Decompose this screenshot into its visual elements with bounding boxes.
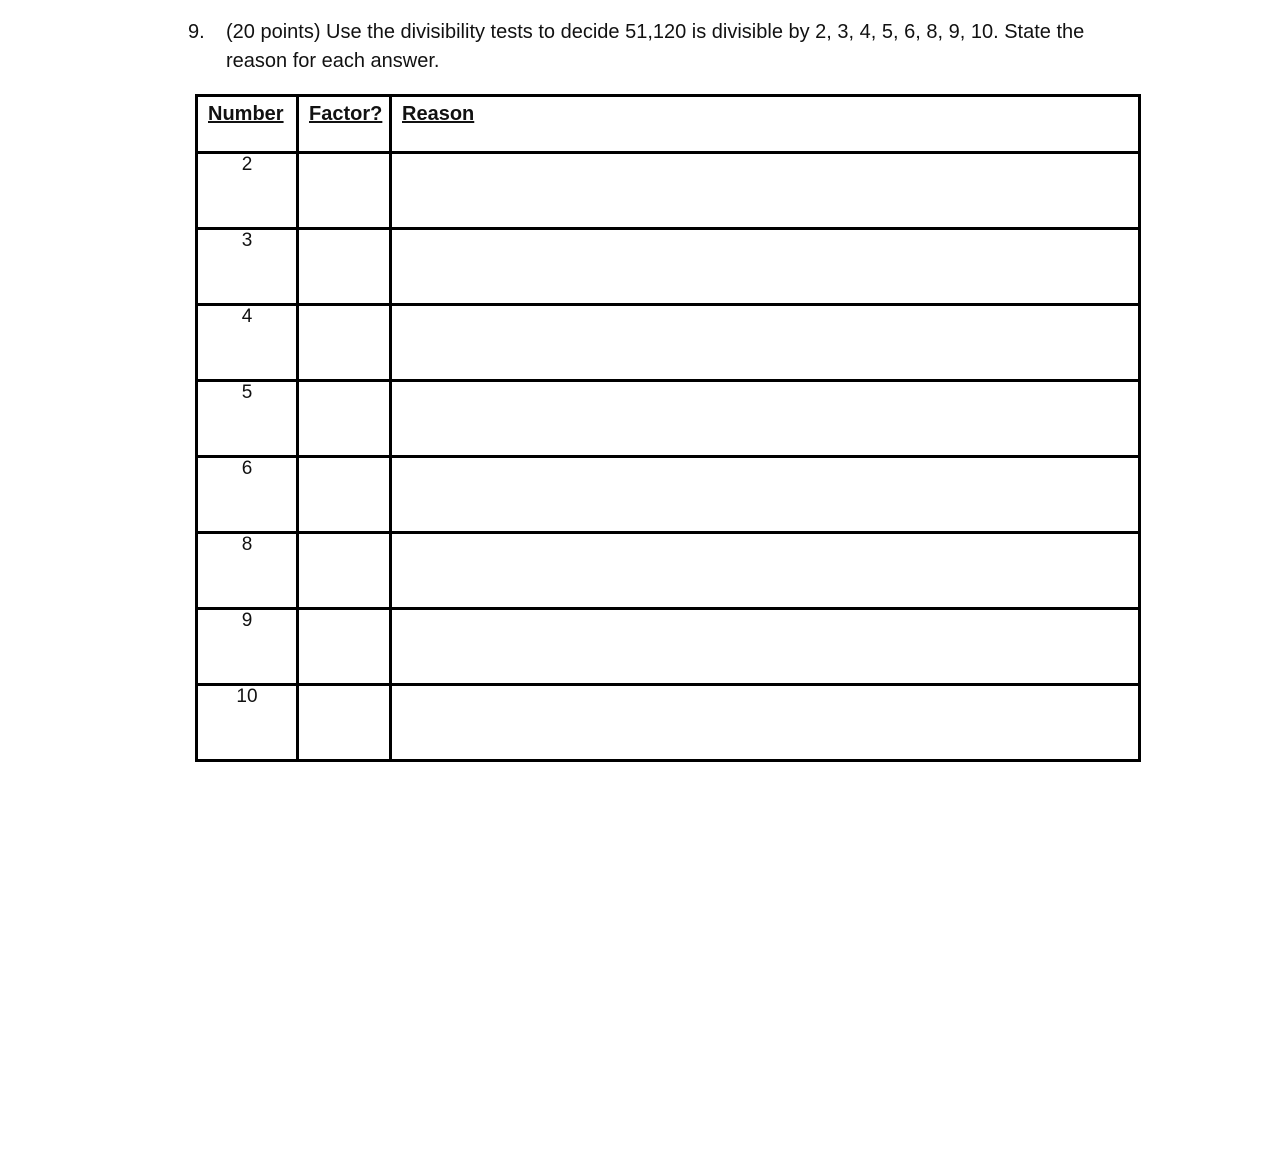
question-text: (20 points) Use the divisibility tests to decide 51,120 is divisible by 2, 3, 4, 5, 6, 8, 9, 10. State the reason for each answer.	[226, 21, 1085, 72]
reason-cell[interactable]	[391, 305, 1140, 381]
table-row	[197, 533, 1140, 609]
factor-cell[interactable]	[298, 381, 391, 457]
factor-cell[interactable]	[298, 153, 391, 229]
number-cell: 9	[197, 609, 298, 685]
table-row	[197, 153, 1140, 229]
factor-cell[interactable]	[298, 305, 391, 381]
table-row	[197, 685, 1140, 761]
table-header-row	[197, 96, 1140, 153]
table-row	[197, 229, 1140, 305]
reason-cell[interactable]	[391, 153, 1140, 229]
number-cell: 8	[197, 533, 298, 609]
number-cell: 3	[197, 229, 298, 305]
reason-cell[interactable]	[391, 381, 1140, 457]
number-cell: 5	[197, 381, 298, 457]
reason-cell[interactable]	[391, 457, 1140, 533]
factor-cell[interactable]	[298, 685, 391, 761]
number-cell: 10	[197, 685, 298, 761]
number-cell: 6	[197, 457, 298, 533]
header-number: Number	[197, 96, 298, 153]
divisibility-table	[195, 94, 1141, 762]
factor-cell[interactable]	[298, 229, 391, 305]
factor-cell[interactable]	[298, 533, 391, 609]
number-cell: 4	[197, 305, 298, 381]
table-row	[197, 381, 1140, 457]
table-row	[197, 609, 1140, 685]
reason-cell[interactable]	[391, 609, 1140, 685]
reason-cell[interactable]	[391, 685, 1140, 761]
question-number: 9.	[188, 21, 205, 43]
header-reason: Reason	[391, 96, 1140, 153]
number-cell: 2	[197, 153, 298, 229]
factor-cell[interactable]	[298, 457, 391, 533]
table-row	[197, 305, 1140, 381]
reason-cell[interactable]	[391, 533, 1140, 609]
reason-cell[interactable]	[391, 229, 1140, 305]
table-row	[197, 457, 1140, 533]
header-factor: Factor?	[298, 96, 391, 153]
factor-cell[interactable]	[298, 609, 391, 685]
